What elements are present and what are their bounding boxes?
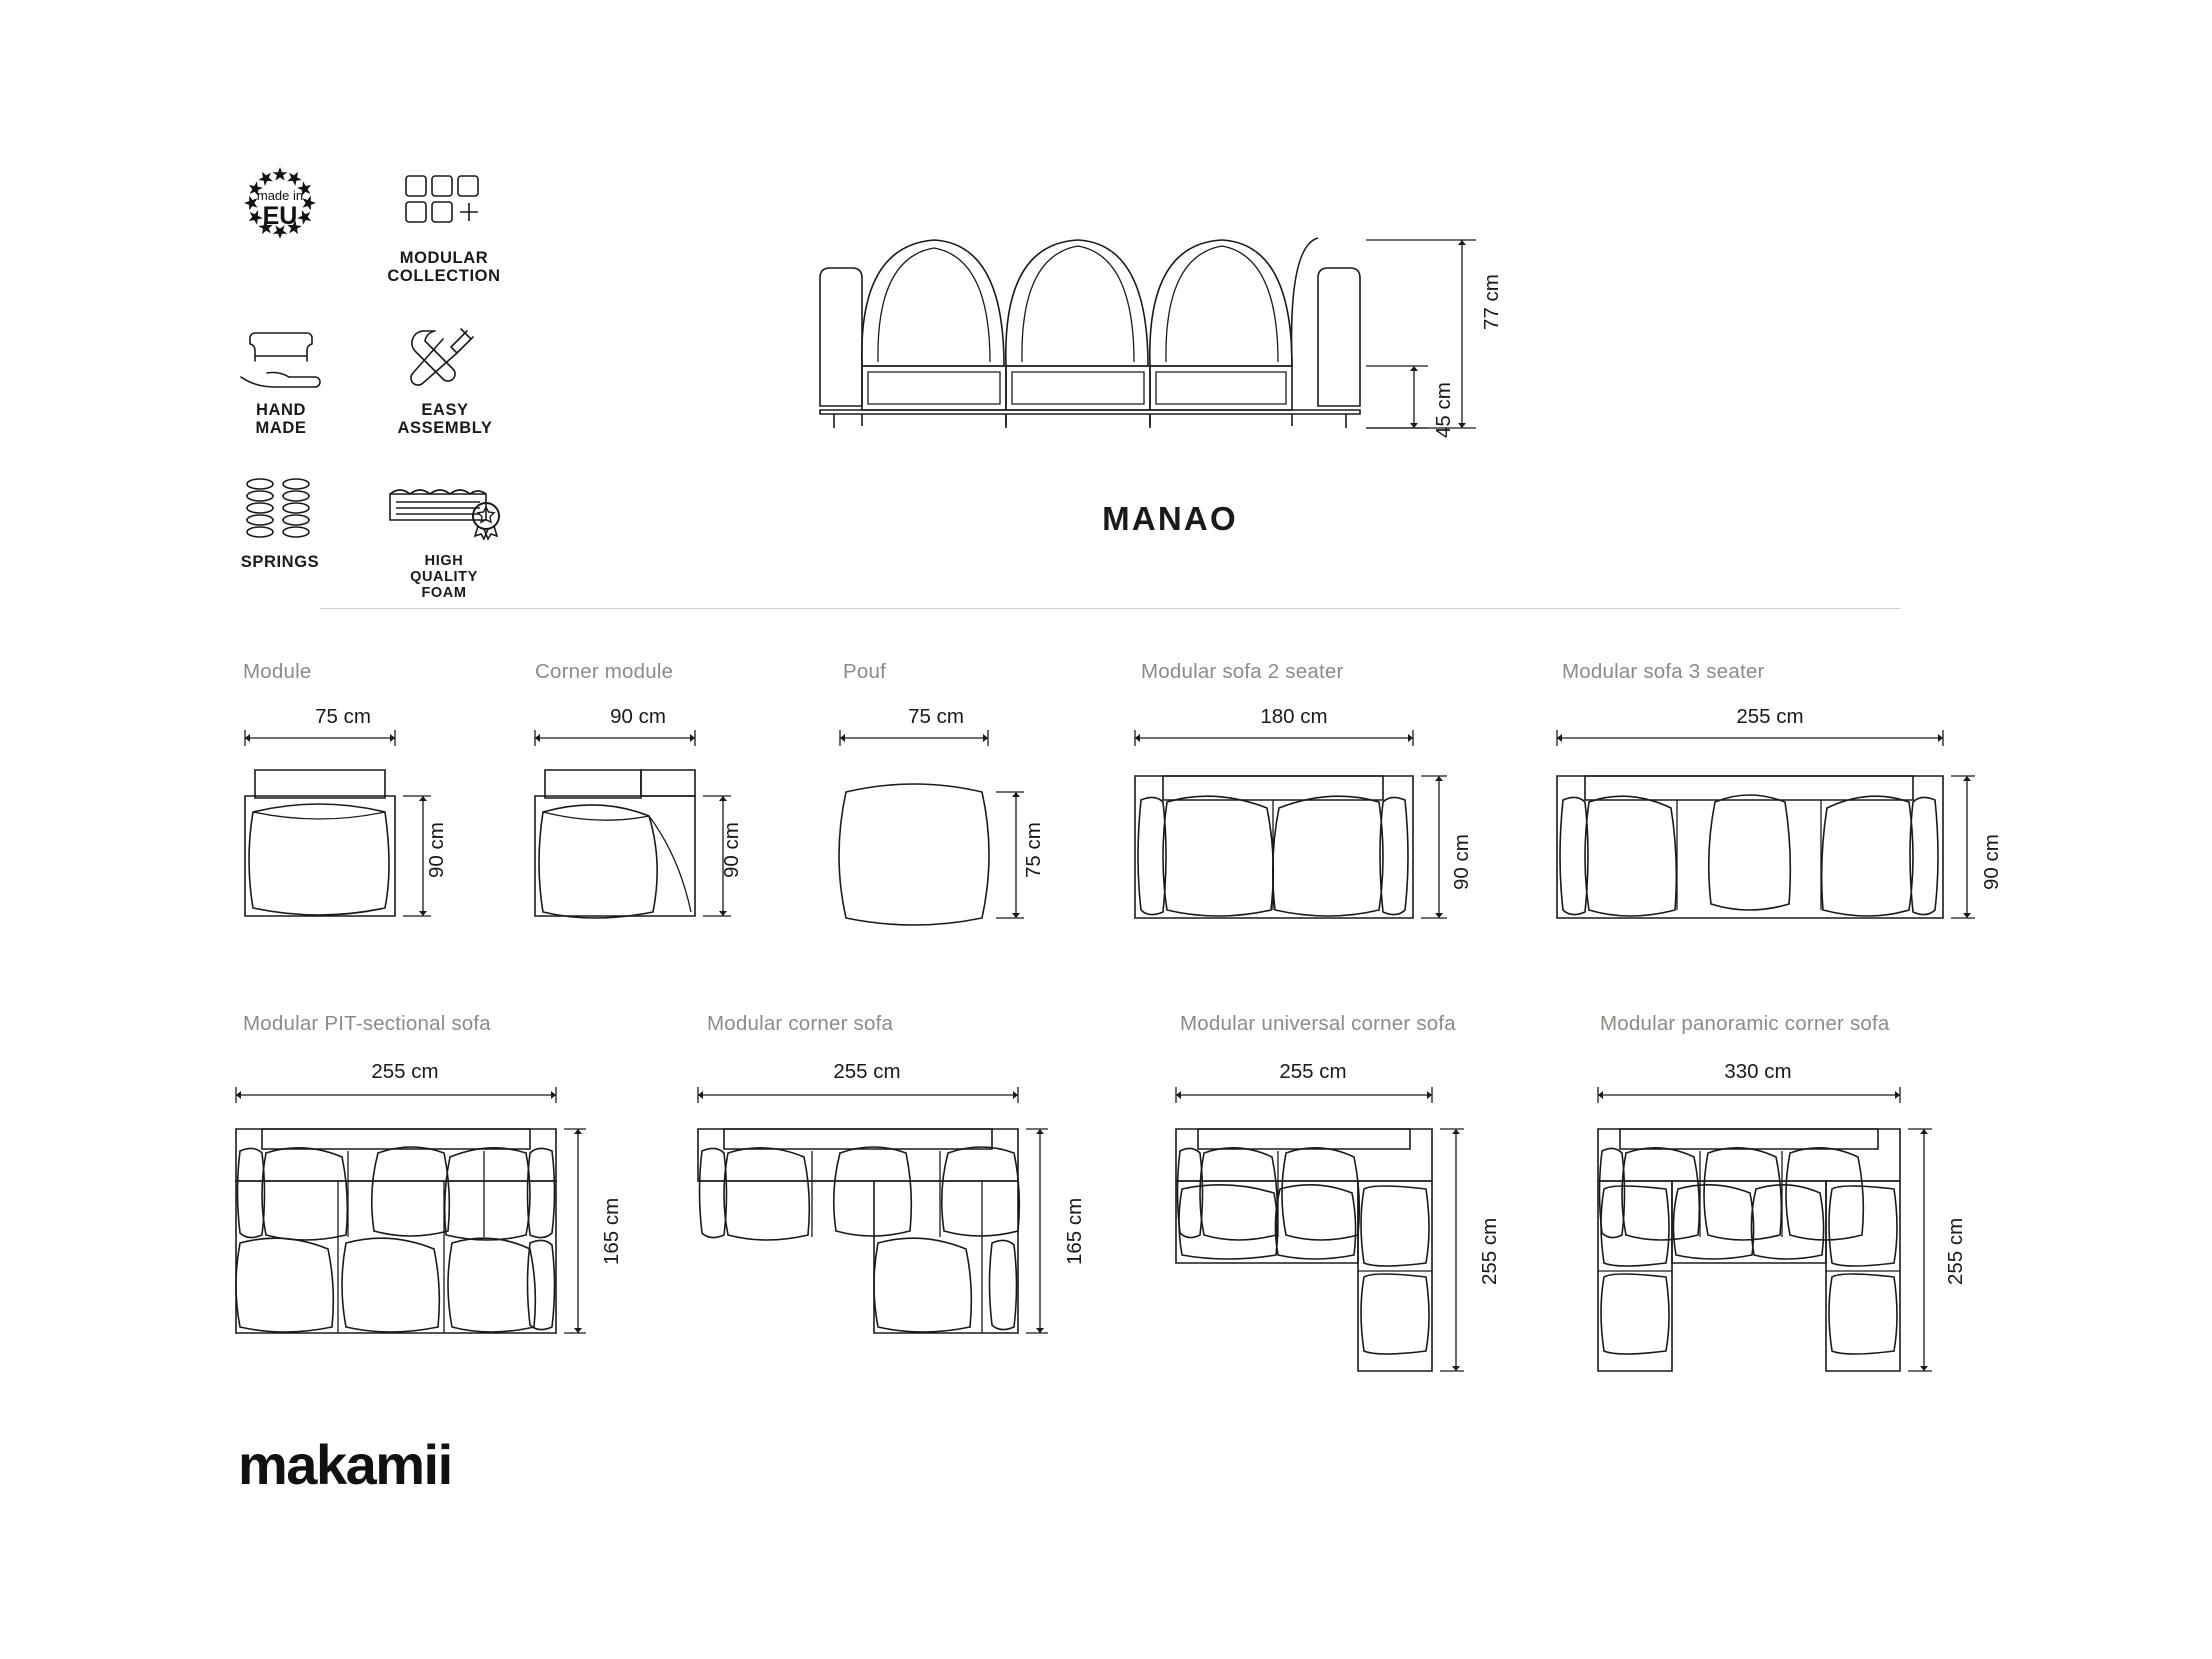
item-title-sofa-3-seater: Modular sofa 3 seater — [1562, 660, 1765, 683]
hand-sofa-icon — [231, 312, 331, 398]
item-pit-sectional — [243, 1012, 491, 1036]
corner-module-width-label: 90 cm — [610, 705, 666, 728]
pit-sectional-width-label: 255 cm — [371, 1060, 439, 1083]
foam-line2: FOAM — [421, 585, 467, 602]
modular-line1: MODULAR — [399, 249, 489, 267]
item-title-sofa-2-seater: Modular sofa 2 seater — [1141, 660, 1344, 683]
item-sofa-3-seater — [1562, 660, 1764, 684]
universal-corner-width-label: 255 cm — [1279, 1060, 1347, 1083]
item-title-module: Module — [243, 660, 312, 683]
badge-label-modular-collection — [387, 249, 500, 286]
hero-seat-height-label: 45 cm — [1432, 382, 1455, 438]
springs-icon — [230, 464, 330, 550]
badge-row-2 — [228, 312, 498, 438]
badge-modular-collection — [387, 160, 501, 286]
panoramic-corner-width-label: 330 cm — [1724, 1060, 1792, 1083]
badge-label-high-quality-foam — [390, 553, 498, 602]
hero-title: MANAO — [1102, 500, 1238, 537]
hero-total-height-label: 77 cm — [1480, 274, 1503, 330]
hero-total-height-dim — [1366, 240, 1476, 428]
item-title-corner-module: Corner module — [535, 660, 674, 683]
item-title-pouf: Pouf — [843, 660, 886, 683]
tools-icon — [395, 312, 495, 398]
eu-stars-icon — [228, 160, 332, 246]
sofa-3-seater-width-label: 255 cm — [1736, 705, 1804, 728]
item-title-corner-sofa: Modular corner sofa — [707, 1012, 894, 1035]
badge-row-3 — [228, 464, 498, 602]
item-universal-corner — [1180, 1012, 1456, 1036]
item-title-universal-corner: Modular universal corner sofa — [1180, 1012, 1456, 1035]
panoramic-corner-depth-label: 255 cm — [1944, 1217, 1967, 1285]
item-title-pit-sectional: Modular PIT-sectional sofa — [243, 1012, 491, 1035]
corner-module-depth-label: 90 cm — [720, 822, 743, 878]
corner-module-drawing — [533, 700, 873, 940]
sofa-2-seater-width-label: 180 cm — [1260, 705, 1328, 728]
panoramic-corner-drawing — [1590, 1055, 1970, 1405]
item-panoramic-corner — [1600, 1012, 1890, 1036]
corner-sofa-depth-label: 165 cm — [1063, 1197, 1086, 1265]
badge-high-quality-foam — [390, 464, 498, 602]
universal-corner-drawing — [1168, 1055, 1488, 1405]
pouf-width-label: 75 cm — [908, 705, 964, 728]
item-sofa-2-seater — [1141, 660, 1343, 684]
sofa-2-seater-depth-label: 90 cm — [1450, 834, 1473, 890]
pit-sectional-depth-label: 165 cm — [600, 1197, 623, 1265]
item-pouf — [843, 660, 886, 684]
modular-line2: COLLECTION — [387, 267, 501, 286]
badge-easy-assembly — [392, 312, 498, 438]
module-width-label: 75 cm — [315, 705, 371, 728]
foam-icon — [382, 464, 506, 550]
pit-sectional-drawing — [228, 1055, 588, 1375]
corner-sofa-width-label: 255 cm — [833, 1060, 901, 1083]
item-corner-module — [535, 660, 673, 684]
badge-row-1 — [228, 160, 501, 286]
badge-label-springs: SPRINGS — [240, 552, 320, 571]
feature-badges — [228, 160, 501, 628]
corner-sofa-drawing — [690, 1055, 1050, 1375]
item-corner-sofa — [707, 1012, 893, 1036]
foam-line1: HIGH QUALITY — [410, 552, 478, 586]
section-divider — [320, 608, 1900, 609]
sofa-3-seater-depth-label: 90 cm — [1980, 834, 2003, 890]
item-module — [243, 660, 311, 684]
module-drawing — [243, 700, 583, 940]
easy-line2: ASSEMBLY — [397, 419, 493, 438]
eu-text: EU — [262, 202, 298, 230]
sofa-2-seater-drawing — [1133, 700, 1453, 940]
badge-hand-made — [228, 312, 334, 438]
badge-label-hand-made — [256, 401, 307, 438]
brand-logo: makamii — [238, 1433, 452, 1496]
easy-line1: EASY — [421, 400, 469, 419]
hand-line2: MADE — [255, 419, 307, 438]
badge-springs — [228, 464, 332, 602]
module-depth-label: 90 cm — [425, 822, 448, 878]
pouf-drawing — [838, 700, 1138, 940]
modular-squares-icon — [394, 160, 494, 246]
hand-line1: HAND — [255, 400, 307, 419]
pouf-depth-label: 75 cm — [1022, 822, 1045, 878]
made-in-text: made in — [256, 188, 304, 203]
hero-seat-height-dim — [1366, 366, 1428, 428]
badge-label-easy-assembly — [398, 401, 493, 438]
sofa-3-seater-drawing — [1555, 700, 1975, 940]
item-title-panoramic-corner: Modular panoramic corner sofa — [1600, 1012, 1890, 1035]
badge-made-in-eu — [228, 160, 332, 286]
universal-corner-depth-label: 255 cm — [1478, 1217, 1501, 1285]
